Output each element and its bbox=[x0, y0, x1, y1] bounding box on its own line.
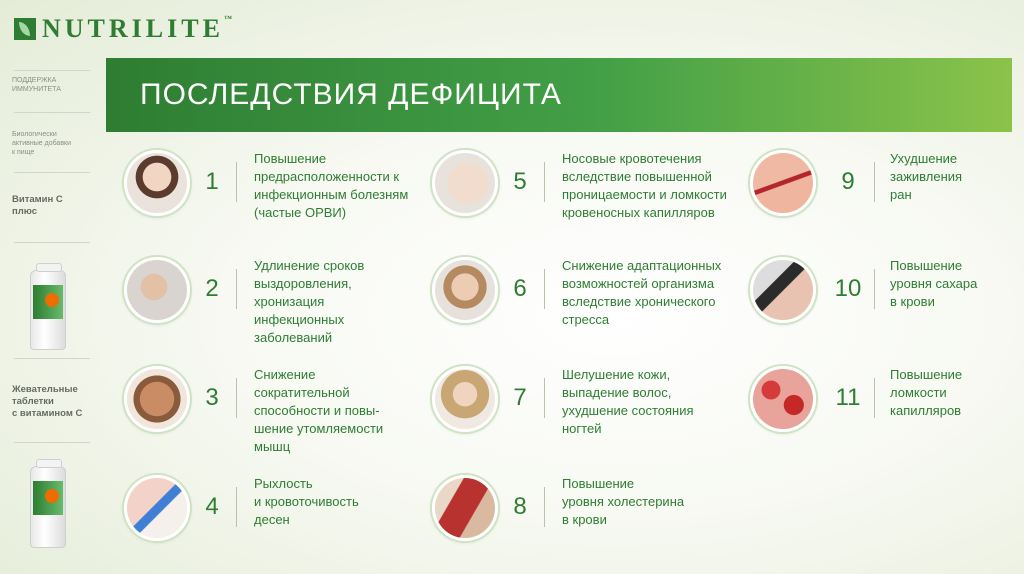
item-number: 10 bbox=[834, 275, 862, 302]
back-pain-photo bbox=[124, 366, 190, 432]
consequence-item-5 bbox=[432, 150, 752, 240]
woman-hair-photo bbox=[432, 366, 498, 432]
vitamin-c-jar-image bbox=[30, 270, 66, 350]
divider bbox=[874, 162, 875, 202]
consequence-item-4 bbox=[124, 475, 444, 565]
item-number: 1 bbox=[205, 168, 219, 195]
divider bbox=[14, 358, 90, 359]
consequence-item-7 bbox=[432, 366, 752, 456]
title-banner bbox=[106, 58, 1012, 132]
item-description: Повышение ломкости капилляров bbox=[890, 367, 963, 418]
divider bbox=[236, 487, 237, 527]
item-number: 7 bbox=[513, 384, 527, 411]
divider bbox=[544, 269, 545, 309]
item-number: 3 bbox=[205, 384, 219, 411]
item-description: Снижение сократительной способности и повы- шение утомляемости мышц bbox=[254, 367, 384, 454]
nosebleed-photo bbox=[432, 150, 498, 216]
sidebar-category-supplements: Биологически активные добавки к пище bbox=[12, 131, 72, 156]
consequence-item-10 bbox=[750, 257, 1024, 347]
divider bbox=[544, 378, 545, 418]
sneezing-woman-photo bbox=[124, 150, 190, 216]
glucose-meter-photo bbox=[750, 257, 816, 323]
sick-man-in-bed-photo bbox=[124, 257, 190, 323]
item-number: 5 bbox=[513, 168, 527, 195]
item-number: 6 bbox=[513, 275, 527, 302]
item-description: Рыхлость и кровоточивость десен bbox=[254, 476, 359, 527]
divider bbox=[544, 487, 545, 527]
brand-name: NUTRILITE™ bbox=[42, 14, 232, 43]
divider bbox=[874, 269, 875, 309]
leaf-icon bbox=[14, 18, 36, 40]
item-number: 11 bbox=[835, 384, 861, 411]
item-description: Снижение адаптационных возможностей организма вследствие хронического стресса bbox=[562, 258, 722, 327]
blood-cells-photo bbox=[750, 366, 816, 432]
item-number: 4 bbox=[205, 493, 219, 520]
item-number: 9 bbox=[841, 168, 855, 195]
consequence-item-3 bbox=[124, 366, 444, 456]
page-title: ПОСЛЕДСТВИЯ ДЕФИЦИТА bbox=[140, 78, 562, 111]
blood-vessel-photo bbox=[432, 475, 498, 541]
consequence-item-11 bbox=[750, 366, 1024, 456]
item-description: Носовые кровотечения вследствие повышенной проницаемости и ломкости кровеносных капилляров bbox=[562, 151, 727, 220]
item-description: Повышение предрасположенности к инфекционным болезням (частые ОРВИ) bbox=[254, 151, 409, 220]
nutrilite-logo bbox=[14, 14, 232, 44]
skin-wound-photo bbox=[750, 150, 816, 216]
toothbrush-photo bbox=[124, 475, 190, 541]
divider bbox=[874, 378, 875, 418]
divider bbox=[236, 378, 237, 418]
divider bbox=[544, 162, 545, 202]
item-description: Шелушение кожи, выпадение волос, ухудшение состояния ногтей bbox=[562, 367, 694, 436]
sidebar-product-chewable-tablets: Жевательные таблетки с витамином С bbox=[12, 384, 83, 419]
divider bbox=[14, 172, 90, 173]
sidebar-product-vitamin-c-plus: Витамин С плюс bbox=[12, 194, 63, 217]
item-number: 2 bbox=[205, 275, 219, 302]
item-description: Повышение уровня сахара в крови bbox=[890, 258, 978, 309]
consequence-item-2 bbox=[124, 257, 444, 347]
stressed-woman-photo bbox=[432, 257, 498, 323]
sidebar bbox=[0, 58, 92, 574]
divider bbox=[14, 70, 90, 71]
item-description: Повышение уровня холестерина в крови bbox=[562, 476, 685, 527]
chewable-tablets-jar-image bbox=[30, 466, 66, 548]
divider bbox=[14, 242, 90, 243]
item-description: Ухудшение заживления ран bbox=[890, 151, 963, 202]
divider bbox=[14, 112, 90, 113]
consequence-item-6 bbox=[432, 257, 752, 347]
divider bbox=[14, 442, 90, 443]
item-number: 8 bbox=[513, 493, 527, 520]
divider bbox=[236, 269, 237, 309]
item-description: Удлинение сроков выздоровления, хронизация инфекционных заболеваний bbox=[254, 258, 365, 345]
consequence-item-8 bbox=[432, 475, 752, 565]
consequence-item-1 bbox=[124, 150, 444, 240]
divider bbox=[236, 162, 237, 202]
consequence-item-9 bbox=[750, 150, 1024, 240]
sidebar-category-immunity: ПОДДЕРЖКА ИММУНИТЕТА bbox=[12, 77, 61, 93]
